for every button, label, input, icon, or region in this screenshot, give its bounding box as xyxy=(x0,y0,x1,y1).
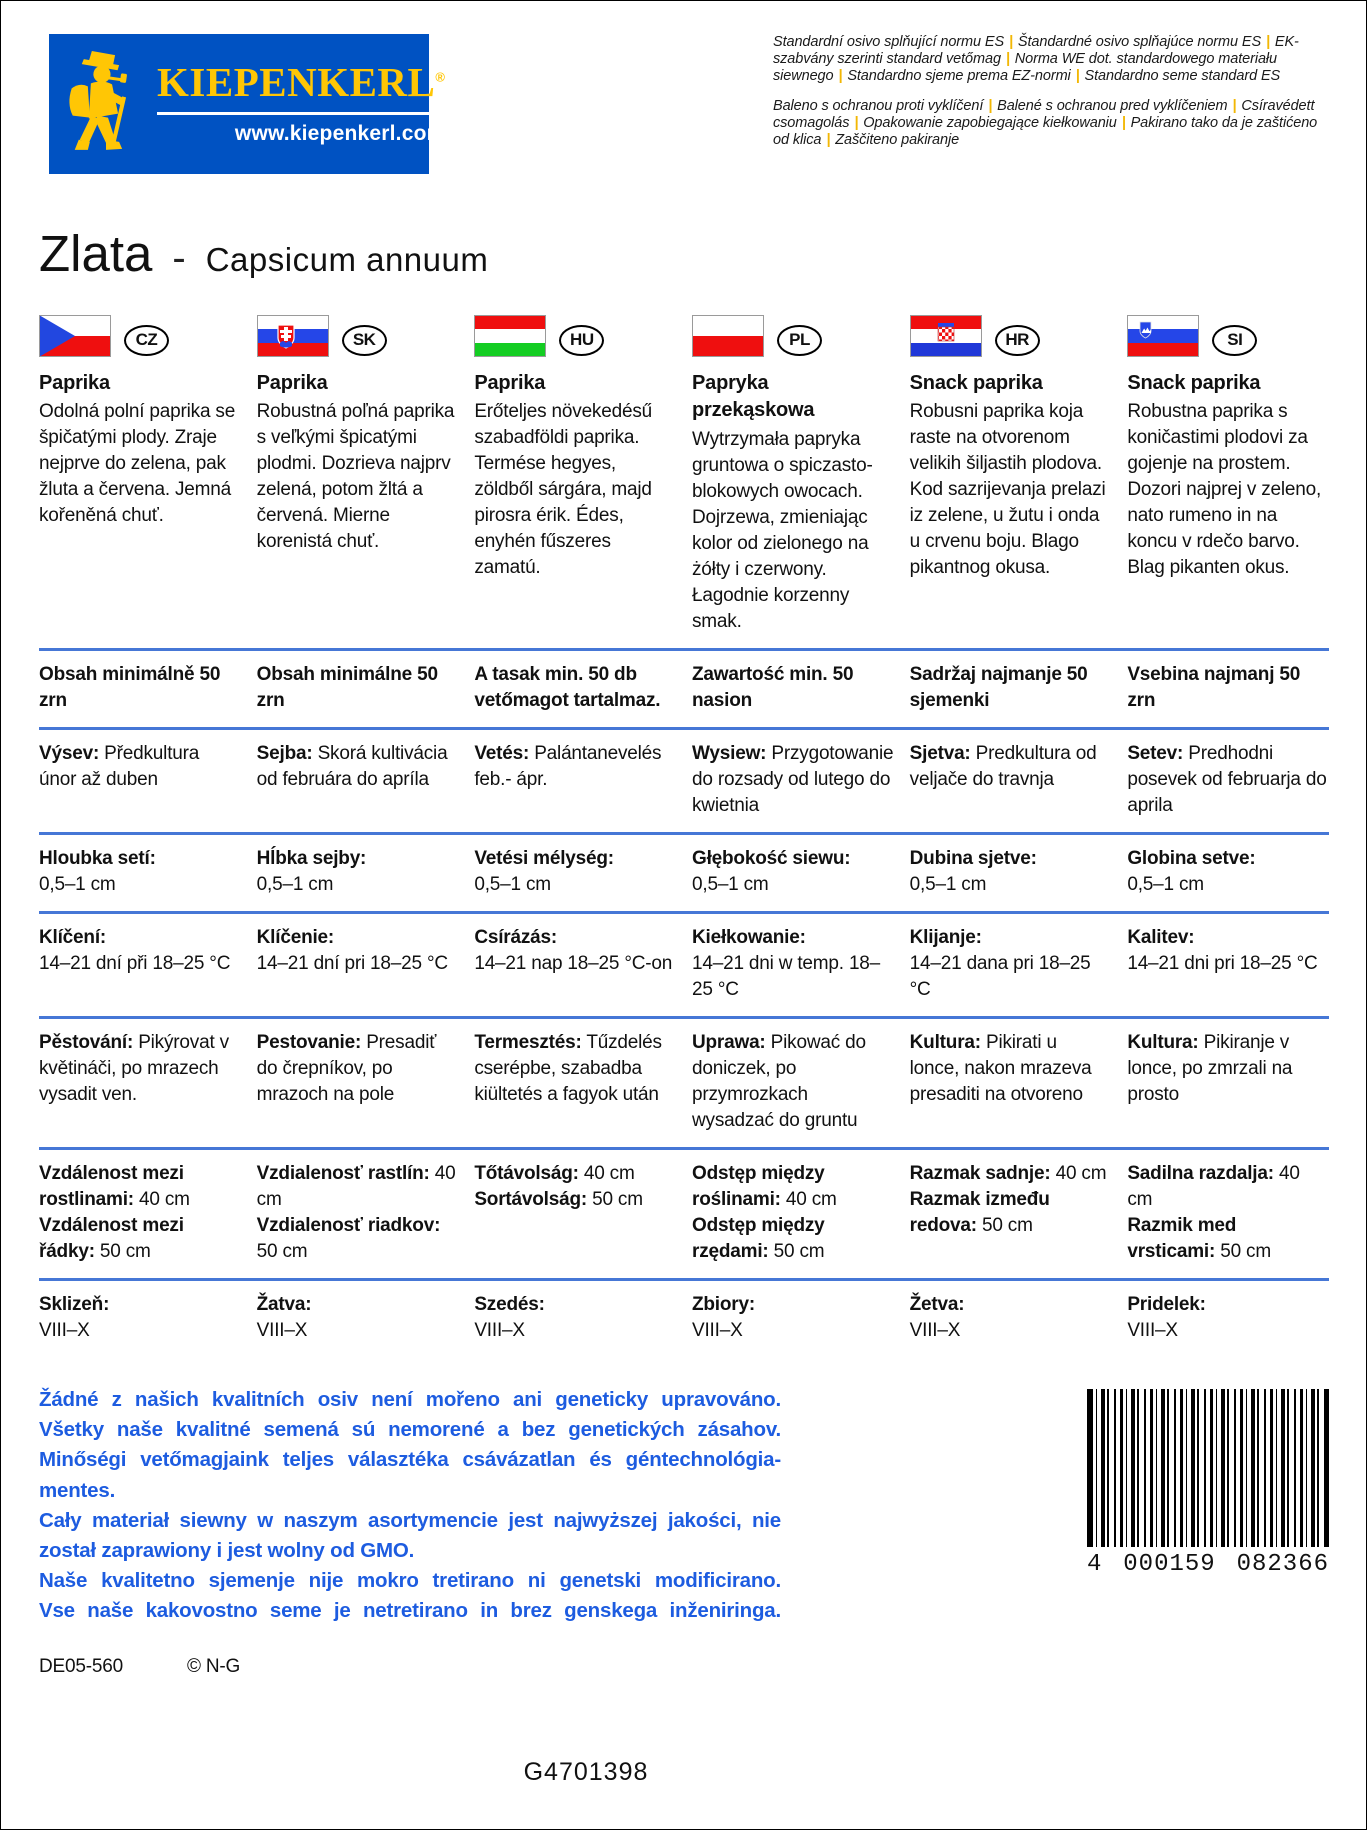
gmo-line-cz: Žádné z našich kvalitních osiv není mořeno ani geneticky upravováno. xyxy=(39,1388,781,1412)
barcode-digits: 4 000159 082366 xyxy=(1087,1551,1329,1579)
variety-title: Paprika xyxy=(474,372,546,394)
separator: | xyxy=(826,131,831,148)
cultivation-row xyxy=(39,1016,1329,1147)
sowing-row xyxy=(39,727,1329,832)
spacing-hr: Razmak sadnje: 40 cm Razmak između redova: 50 cm xyxy=(909,1163,1107,1237)
barcode xyxy=(1087,1385,1329,1626)
standards-note: Standardní osivo splňující normu ES | Štandardné osivo splňajúce normu ES | EK-szabvány szerinti standard vetőmag | Norma WE dot. standardowego materiału siewnego | Standardno sjeme prema EZ-normi | Standardno seme standard ES xyxy=(773,34,1299,84)
harvest-label: Zbiory: xyxy=(692,1294,755,1316)
cultivation-label: Kultura: xyxy=(1127,1032,1199,1054)
cz-flag-icon xyxy=(39,315,111,357)
country-code-badge-hr: HR xyxy=(995,325,1040,356)
harvest-label: Žetva: xyxy=(909,1294,965,1316)
plant-spacing-label: Vzdialenosť rastlín: xyxy=(256,1163,430,1185)
page-title xyxy=(39,224,1328,283)
flag-line xyxy=(39,315,241,357)
variety-name: Zlata xyxy=(39,225,153,282)
germination-hr: Klijanje: 14–21 dana pri 18–25 °C xyxy=(910,925,1112,1003)
description-row xyxy=(39,315,1329,648)
cultivation-hu: Termesztés: Tűzdelés cserépbe, szabadba kiültetés a fagyok után xyxy=(474,1032,662,1106)
spacing-hu: Tőtávolság: 40 cm Sortávolság: 50 cm xyxy=(474,1163,643,1211)
depth-label: Globina setve: xyxy=(1127,847,1256,869)
cultivation-label: Uprawa: xyxy=(692,1032,766,1054)
gmo-line-hr: Naše kvalitetno sjemenje nije mokro tretirano ni genetski modificirano. xyxy=(39,1568,781,1592)
title-dash: - xyxy=(172,236,186,280)
row-spacing-label: Odstęp między rzędami: xyxy=(692,1215,825,1263)
separator: | xyxy=(854,114,859,131)
pl-flag-icon xyxy=(692,315,764,357)
hr-flag-icon xyxy=(910,315,982,357)
cultivation-hr: Kultura: Pikirati u lonce, nakon mrazeva presaditi na otvoreno xyxy=(909,1032,1092,1106)
standards-notes xyxy=(773,34,1329,174)
spacing-cz: Vzdálenost mezi rostlinami: 40 cm Vzdálenost mezi řádky: 50 cm xyxy=(39,1163,190,1263)
germination-label: Klijanje: xyxy=(909,927,982,949)
variety-title: Paprika xyxy=(256,372,328,394)
sk-flag-icon xyxy=(257,315,329,357)
sowing-label: Výsev: xyxy=(39,742,100,764)
batch-codes xyxy=(39,1656,1328,1678)
sowing-label: Wysiew: xyxy=(692,742,767,764)
sowing-hr: Sjetva: Predkultura od veljače do travnja xyxy=(909,742,1097,790)
seed-count-si: Vsebina najmanj 50 zrn xyxy=(1127,663,1301,711)
separator: | xyxy=(1121,114,1126,131)
harvest-label: Pridelek: xyxy=(1127,1294,1206,1316)
cultivation-label: Kultura: xyxy=(909,1032,981,1054)
description-cell-hr xyxy=(910,315,1112,635)
separator: | xyxy=(838,67,843,84)
variety-title: Papryka przekąskowa xyxy=(692,372,815,422)
germination-protection-note: Baleno s ochranou proti vyklíčení | Balené s ochranou pred vyklíčeniem | Csíravédett csomagolás | Opakowanie zapobiegające kiełkowaniu | Pakirano tako da je zaštićeno od klica | Zaščiteno pakiranje xyxy=(773,97,1318,148)
germination-pl: Kiełkowanie: 14–21 dni w temp. 18–25 °C xyxy=(692,925,894,1003)
germination-hu: Csírázás: 14–21 nap 18–25 °C-on xyxy=(474,925,676,1003)
harvest-row xyxy=(39,1278,1329,1357)
ng-mark: © N-G xyxy=(186,1656,241,1678)
kiepenkerl-man-icon xyxy=(61,46,153,162)
article-number: G4701398 xyxy=(523,1758,649,1787)
batch-code: DE05-560 xyxy=(39,1656,123,1678)
variety-description: Odolná polní paprika se špičatými plody. Zraje nejprve do zelena, pak žluta a červena. Jemná kořeněná chuť. xyxy=(39,401,236,527)
description-cell-hu xyxy=(474,315,676,635)
depth-hr: Dubina sjetve: 0,5–1 cm xyxy=(910,846,1112,898)
germination-label: Klíčenie: xyxy=(256,927,335,949)
depth-pl: Głębokość siewu: 0,5–1 cm xyxy=(692,846,894,898)
latin-name: Capsicum annuum xyxy=(205,241,489,278)
kiepenkerl-logo xyxy=(49,34,446,174)
flag-line xyxy=(1127,315,1329,357)
harvest-hu: Szedés: VIII–X xyxy=(474,1292,676,1344)
seed-count-hr: Sadržaj najmanje 50 sjemenki xyxy=(909,663,1088,711)
depth-label: Dubina sjetve: xyxy=(909,847,1037,869)
flag-line xyxy=(692,315,894,357)
sowing-pl: Wysiew: Przygotowanie do rozsady od lutego do kwietnia xyxy=(692,742,894,816)
germination-label: Klíčení: xyxy=(39,927,107,949)
sowing-hu: Vetés: Palántanevelés feb.- ápr. xyxy=(474,742,662,790)
harvest-cz: Sklizeň: VIII–X xyxy=(39,1292,241,1344)
sowing-label: Sjetva: xyxy=(909,742,971,764)
separator: | xyxy=(988,97,993,114)
sowing-label: Vetés: xyxy=(474,742,530,764)
row-spacing-label: Sortávolság: xyxy=(474,1189,588,1211)
plant-spacing-label: Vzdálenost mezi rostlinami: xyxy=(39,1163,184,1211)
brand-word: KIEPENKERL xyxy=(157,59,436,105)
germination-label: Csírázás: xyxy=(474,927,558,949)
logo-url: www.kiepenkerl.com xyxy=(234,122,446,145)
depth-hu: Vetési mélység: 0,5–1 cm xyxy=(474,846,676,898)
barcode-image xyxy=(1087,1389,1329,1547)
header xyxy=(1,1,1366,174)
plant-spacing-label: Odstęp między roślinami: xyxy=(692,1163,825,1211)
germination-sk: Klíčenie: 14–21 dní pri 18–25 °C xyxy=(257,925,459,1003)
spacing-row xyxy=(39,1147,1329,1278)
germination-row xyxy=(39,911,1329,1016)
gmo-line-si: Vse naše kakovostno seme je netretirano in brez genskega inženiringa. xyxy=(39,1599,781,1623)
harvest-label: Žatva: xyxy=(256,1294,312,1316)
gmo-line-pl: Cały materiał siewny w naszym asortymencie jest najwyższej jakości, nie został zaprawiony i jest wolny od GMO. xyxy=(39,1508,781,1562)
cultivation-sk: Pestovanie: Presadiť do črepníkov, po mrazoch na pole xyxy=(256,1032,437,1106)
logo-divider xyxy=(157,112,445,115)
seed-count-row xyxy=(39,648,1329,727)
variety-description: Erőteljes növekedésű szabadföldi paprika. Termése hegyes, zöldből sárgára, majd pirosra érik. Édes, enyhén fűszeres zamatú. xyxy=(474,401,652,579)
depth-label: Hĺbka sejby: xyxy=(256,847,367,869)
hu-flag-icon xyxy=(474,315,546,357)
cultivation-cz: Pěstování: Pikýrovat v květináči, po mrazech vysadit ven. xyxy=(39,1032,229,1106)
country-code-badge-pl: PL xyxy=(777,325,822,356)
seed-count-hu: A tasak min. 50 db vetőmagot tartalmaz. xyxy=(474,663,661,711)
harvest-sk: Žatva: VIII–X xyxy=(257,1292,459,1344)
harvest-label: Szedés: xyxy=(474,1294,545,1316)
brand-name xyxy=(157,59,446,105)
seed-count-sk: Obsah minimálne 50 zrn xyxy=(256,663,438,711)
germination-si: Kalitev: 14–21 dni pri 18–25 °C xyxy=(1127,925,1329,1003)
germination-cz: Klíčení: 14–21 dní při 18–25 °C xyxy=(39,925,241,1003)
description-cell-si xyxy=(1127,315,1329,635)
spacing-si: Sadilna razdalja: 40 cm Razmik med vrsticami: 50 cm xyxy=(1127,1163,1300,1263)
harvest-label: Sklizeň: xyxy=(39,1294,110,1316)
sowing-label: Setev: xyxy=(1127,742,1184,764)
description-cell-pl xyxy=(692,315,894,635)
flag-line xyxy=(910,315,1112,357)
sowing-sk: Sejba: Skorá kultivácia od februára do apríla xyxy=(256,742,448,790)
country-code-badge-hu: HU xyxy=(559,325,604,356)
flag-line xyxy=(474,315,676,357)
country-code-badge-si: SI xyxy=(1212,325,1257,356)
variety-title: Paprika xyxy=(39,372,110,394)
registered-mark: ® xyxy=(435,69,446,85)
country-code-badge-sk: SK xyxy=(342,325,387,356)
spacing-pl: Odstęp między roślinami: 40 cm Odstęp między rzędami: 50 cm xyxy=(692,1163,837,1263)
depth-label: Vetési mélység: xyxy=(474,847,614,869)
variety-description: Wytrzymała papryka gruntowa o spiczasto-blokowych owocach. Dojrzewa, zmieniając kolor od zielonego na żółty i czerwony. Łagodnie korzenny smak. xyxy=(692,428,873,632)
harvest-si: Pridelek: VIII–X xyxy=(1127,1292,1329,1344)
separator: | xyxy=(1265,34,1270,50)
separator: | xyxy=(1232,97,1237,114)
row-spacing-label: Razmik med vrsticami: xyxy=(1127,1215,1237,1263)
cultivation-label: Pěstování: xyxy=(39,1032,134,1054)
variety-description: Robustna paprika s koničastimi plodovi za gojenje na prostem. Dozori najprej v zeleno, nato rumeno in na koncu v rdečo barvo. Blag pikanten okus. xyxy=(1127,401,1322,579)
variety-title: Snack paprika xyxy=(909,372,1043,394)
row-spacing-label: Razmak između redova: xyxy=(909,1189,1050,1237)
germination-label: Kiełkowanie: xyxy=(692,927,806,949)
harvest-hr: Žetva: VIII–X xyxy=(910,1292,1112,1344)
variety-description: Robustná poľná paprika s veľkými špicatými plodmi. Dozrieva najprv zelená, potom žltá a červená. Mierne korenistá chuť. xyxy=(256,401,455,553)
seed-count-cz: Obsah minimálně 50 zrn xyxy=(39,663,221,711)
logo-text xyxy=(153,44,445,164)
spacing-sk: Vzdialenosť rastlín: 40 cm Vzdialenosť riadkov: 50 cm xyxy=(256,1163,456,1263)
language-columns-table xyxy=(39,315,1329,1357)
separator: | xyxy=(1008,34,1013,50)
si-flag-icon xyxy=(1127,315,1199,357)
sowing-label: Sejba: xyxy=(256,742,313,764)
seed-count-pl: Zawartość min. 50 nasion xyxy=(692,663,854,711)
plant-spacing-label: Sadilna razdalja: xyxy=(1127,1163,1274,1185)
cultivation-label: Pestovanie: xyxy=(256,1032,362,1054)
plant-spacing-label: Tőtávolság: xyxy=(474,1163,579,1185)
cultivation-si: Kultura: Pikiranje v lonce, po zmrzali na prosto xyxy=(1127,1032,1293,1106)
separator: | xyxy=(1075,67,1080,84)
row-spacing-label: Vzdálenost mezi řádky: xyxy=(39,1215,184,1263)
variety-description: Robusni paprika koja raste na otvorenom velikih šiljastih plodova. Kod sazrijevanja prelazi iz zelene, u žutu i onda u crvenu boju. Blago pikantnog okusa. xyxy=(909,401,1106,579)
variety-title: Snack paprika xyxy=(1127,372,1261,394)
depth-si: Globina setve: 0,5–1 cm xyxy=(1127,846,1329,898)
row-spacing-label: Vzdialenosť riadkov: xyxy=(256,1215,441,1237)
flag-line xyxy=(257,315,459,357)
depth-cz: Hloubka setí: 0,5–1 cm xyxy=(39,846,241,898)
sowing-cz: Výsev: Předkultura únor až duben xyxy=(39,742,200,790)
gmo-statement xyxy=(39,1385,781,1626)
depth-label: Hloubka setí: xyxy=(39,847,156,869)
germination-label: Kalitev: xyxy=(1127,927,1195,949)
depth-row xyxy=(39,832,1329,911)
description-cell-cz xyxy=(39,315,241,635)
sowing-si: Setev: Predhodni posevek od februarja do aprila xyxy=(1127,742,1327,816)
gmo-line-sk: Všetky naše kvalitné semená sú nemorené a bez genetických zásahov. xyxy=(39,1418,781,1442)
cultivation-pl: Uprawa: Pikować do doniczek, po przymrozkach wysadzać do gruntu xyxy=(692,1032,866,1132)
gmo-line-hu: Minőségi vetőmagjaink teljes választéka csávázatlan és géntechnológia-mentes. xyxy=(39,1448,781,1502)
cultivation-label: Termesztés: xyxy=(474,1032,582,1054)
separator: | xyxy=(1005,50,1010,67)
footer xyxy=(39,1385,1329,1626)
harvest-pl: Zbiory: VIII–X xyxy=(692,1292,894,1344)
plant-spacing-label: Razmak sadnje: xyxy=(909,1163,1051,1185)
country-code-badge-cz: CZ xyxy=(124,325,169,356)
description-cell-sk xyxy=(257,315,459,635)
depth-label: Głębokość siewu: xyxy=(692,847,851,869)
depth-sk: Hĺbka sejby: 0,5–1 cm xyxy=(257,846,459,898)
